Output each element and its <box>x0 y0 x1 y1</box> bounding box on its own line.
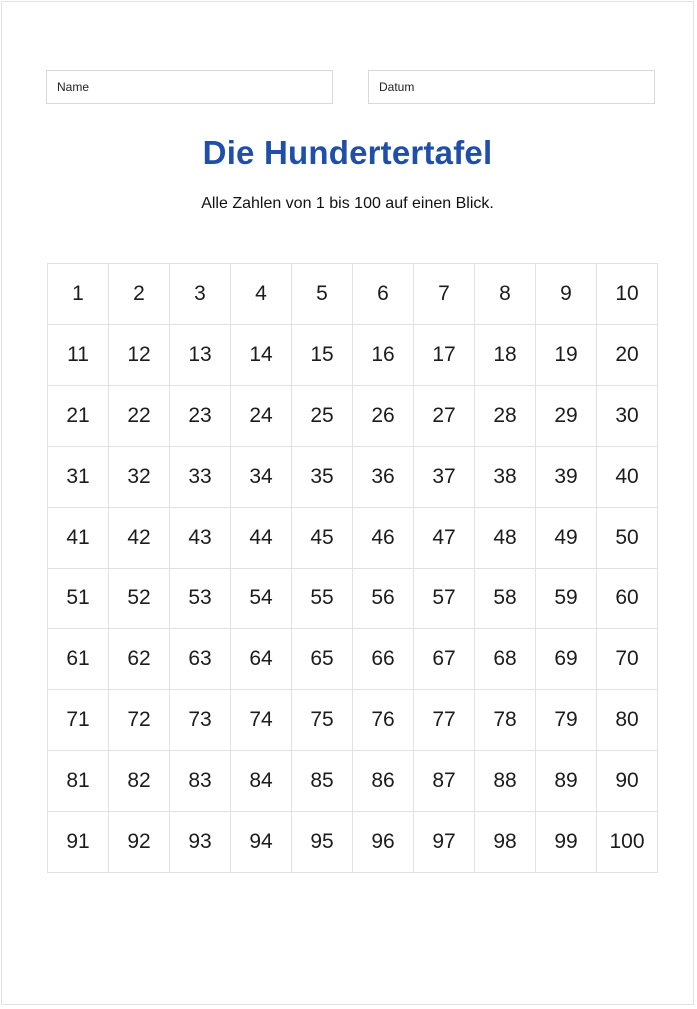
table-cell: 84 <box>231 751 292 812</box>
table-cell: 47 <box>414 508 475 569</box>
page-subtitle: Alle Zahlen von 1 bis 100 auf einen Blick. <box>201 195 494 212</box>
table-cell: 17 <box>414 325 475 386</box>
table-cell: 86 <box>353 751 414 812</box>
date-field-label: Datum <box>379 80 415 94</box>
table-cell: 36 <box>353 447 414 508</box>
table-cell: 70 <box>597 629 658 690</box>
table-cell: 4 <box>231 264 292 325</box>
table-cell: 97 <box>414 812 475 873</box>
table-cell: 82 <box>109 751 170 812</box>
table-cell: 10 <box>597 264 658 325</box>
table-cell: 100 <box>597 812 658 873</box>
table-cell: 61 <box>48 629 109 690</box>
table-cell: 63 <box>170 629 231 690</box>
table-cell: 33 <box>170 447 231 508</box>
table-cell: 68 <box>475 629 536 690</box>
table-cell: 28 <box>475 386 536 447</box>
table-cell: 2 <box>109 264 170 325</box>
table-cell: 48 <box>475 508 536 569</box>
name-field[interactable] <box>46 70 333 104</box>
table-cell: 38 <box>475 447 536 508</box>
table-cell: 77 <box>414 690 475 751</box>
table-cell: 76 <box>353 690 414 751</box>
table-cell: 74 <box>231 690 292 751</box>
table-cell: 51 <box>48 569 109 630</box>
table-cell: 72 <box>109 690 170 751</box>
table-cell: 85 <box>292 751 353 812</box>
table-cell: 7 <box>414 264 475 325</box>
table-cell: 11 <box>48 325 109 386</box>
table-cell: 46 <box>353 508 414 569</box>
table-cell: 94 <box>231 812 292 873</box>
table-cell: 80 <box>597 690 658 751</box>
table-cell: 56 <box>353 569 414 630</box>
table-cell: 91 <box>48 812 109 873</box>
table-cell: 64 <box>231 629 292 690</box>
table-cell: 99 <box>536 812 597 873</box>
name-field-label: Name <box>57 80 90 94</box>
table-cell: 60 <box>597 569 658 630</box>
table-cell: 49 <box>536 508 597 569</box>
table-cell: 78 <box>475 690 536 751</box>
table-cell: 88 <box>475 751 536 812</box>
hundred-chart-table <box>47 263 658 873</box>
table-cell: 90 <box>597 751 658 812</box>
table-cell: 32 <box>109 447 170 508</box>
table-cell: 9 <box>536 264 597 325</box>
table-cell: 37 <box>414 447 475 508</box>
table-cell: 5 <box>292 264 353 325</box>
table-cell: 89 <box>536 751 597 812</box>
table-cell: 39 <box>536 447 597 508</box>
table-cell: 1 <box>48 264 109 325</box>
table-cell: 42 <box>109 508 170 569</box>
table-cell: 16 <box>353 325 414 386</box>
table-cell: 35 <box>292 447 353 508</box>
table-cell: 40 <box>597 447 658 508</box>
table-cell: 23 <box>170 386 231 447</box>
table-cell: 54 <box>231 569 292 630</box>
table-cell: 12 <box>109 325 170 386</box>
table-cell: 19 <box>536 325 597 386</box>
table-cell: 25 <box>292 386 353 447</box>
table-cell: 29 <box>536 386 597 447</box>
table-cell: 79 <box>536 690 597 751</box>
table-cell: 22 <box>109 386 170 447</box>
table-cell: 50 <box>597 508 658 569</box>
table-cell: 75 <box>292 690 353 751</box>
table-cell: 65 <box>292 629 353 690</box>
table-cell: 44 <box>231 508 292 569</box>
page-title: Die Hundertertafel <box>202 134 493 171</box>
table-cell: 95 <box>292 812 353 873</box>
table-cell: 62 <box>109 629 170 690</box>
table-cell: 55 <box>292 569 353 630</box>
table-cell: 58 <box>475 569 536 630</box>
table-cell: 93 <box>170 812 231 873</box>
table-cell: 73 <box>170 690 231 751</box>
table-cell: 26 <box>353 386 414 447</box>
table-cell: 45 <box>292 508 353 569</box>
table-cell: 20 <box>597 325 658 386</box>
table-cell: 30 <box>597 386 658 447</box>
table-cell: 34 <box>231 447 292 508</box>
table-cell: 67 <box>414 629 475 690</box>
table-cell: 15 <box>292 325 353 386</box>
table-cell: 24 <box>231 386 292 447</box>
date-field[interactable] <box>368 70 655 104</box>
table-cell: 27 <box>414 386 475 447</box>
table-cell: 41 <box>48 508 109 569</box>
table-cell: 57 <box>414 569 475 630</box>
table-cell: 43 <box>170 508 231 569</box>
table-cell: 96 <box>353 812 414 873</box>
table-cell: 53 <box>170 569 231 630</box>
table-cell: 69 <box>536 629 597 690</box>
table-cell: 71 <box>48 690 109 751</box>
table-cell: 13 <box>170 325 231 386</box>
table-cell: 31 <box>48 447 109 508</box>
table-cell: 87 <box>414 751 475 812</box>
table-cell: 52 <box>109 569 170 630</box>
table-cell: 83 <box>170 751 231 812</box>
worksheet-page <box>1 1 694 1005</box>
table-cell: 3 <box>170 264 231 325</box>
table-cell: 8 <box>475 264 536 325</box>
table-cell: 98 <box>475 812 536 873</box>
table-cell: 18 <box>475 325 536 386</box>
table-cell: 14 <box>231 325 292 386</box>
table-cell: 6 <box>353 264 414 325</box>
table-cell: 21 <box>48 386 109 447</box>
table-cell: 66 <box>353 629 414 690</box>
table-cell: 92 <box>109 812 170 873</box>
table-cell: 59 <box>536 569 597 630</box>
table-cell: 81 <box>48 751 109 812</box>
